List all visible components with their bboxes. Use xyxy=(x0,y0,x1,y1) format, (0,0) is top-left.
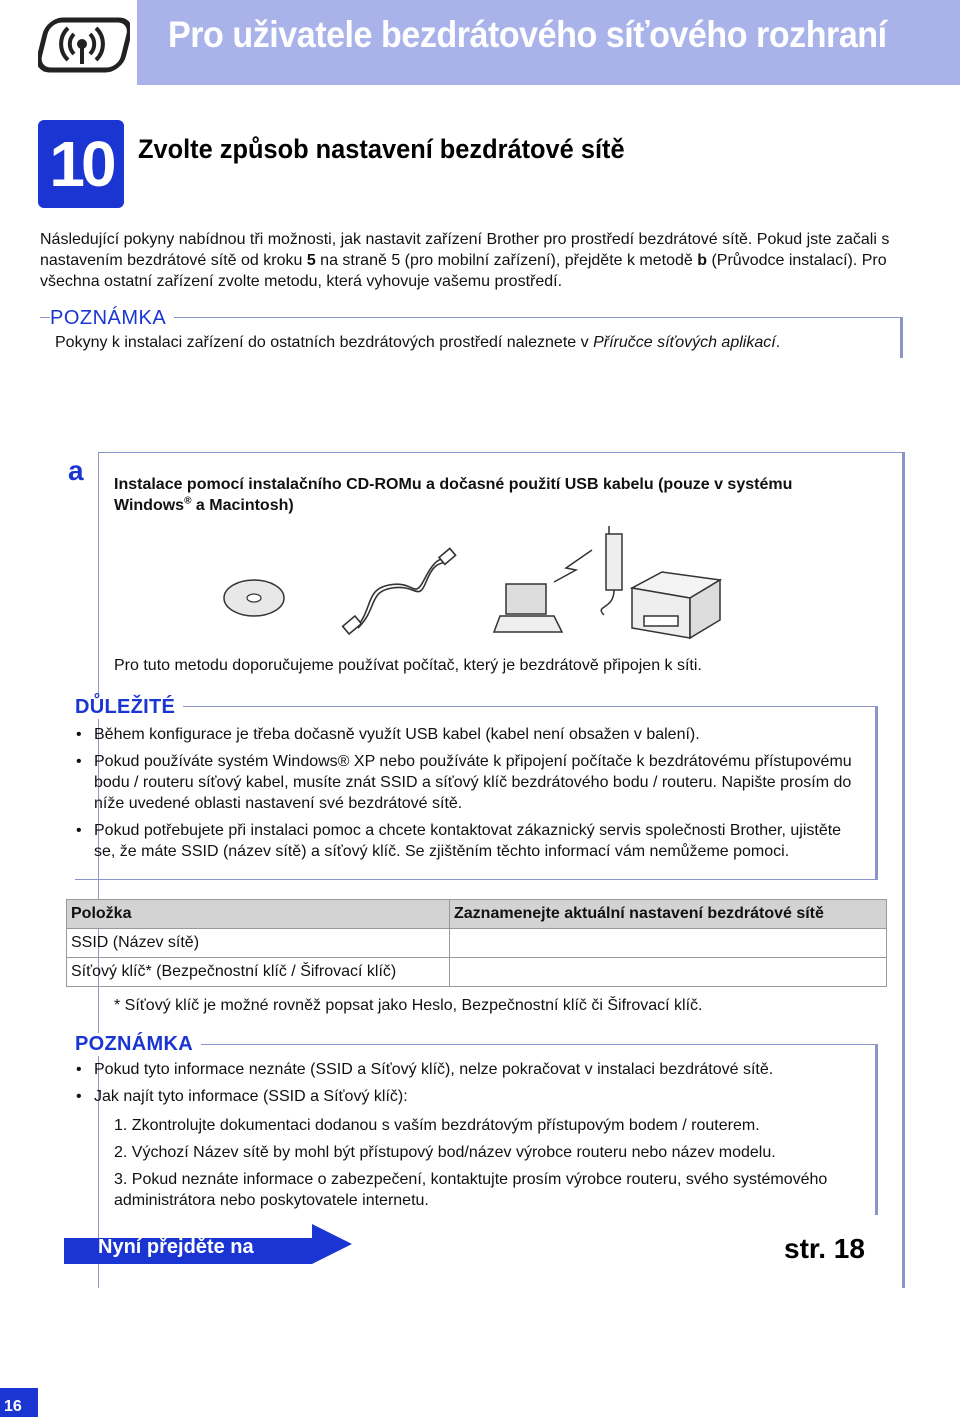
note-text: Pokyny k instalaci zařízení do ostatních bezdrátových prostředí naleznete v Příručce síťových aplikací. xyxy=(55,334,781,351)
page-number: 16 xyxy=(4,1398,22,1415)
table-cell[interactable] xyxy=(450,958,887,987)
wireless-signal-icon xyxy=(554,550,592,582)
next-step-label: Nyní přejděte na xyxy=(98,1236,254,1258)
table-row xyxy=(67,929,887,958)
list-item: • Jak najít tyto informace (SSID a Síťový klíč): xyxy=(76,1086,866,1107)
usb-cable-icon xyxy=(343,548,456,634)
intro-paragraph: Následující pokyny nabídnou tři možnosti, jak nastavit zařízení Brother pro prostředí bezdrátové sítě. Pokud jste začali s nastavením bezdrátové sítě od kroku 5 na straně 5 (pro mobilní zařízení), přejděte k metodě b (Průvodce instalací). Pro všechna ostatní zařízení zvolte metodu, která vyhovuje vašemu prostředí. xyxy=(40,231,890,290)
list-item: • Pokud potřebujete při instalaci pomoc a chcete kontaktovat zákaznický servis společnosti Brother, ujistěte se, že máte SSID (název sítě) a síťový klíč. Se zjištěním těchto informací vám nemůžeme pomoci. xyxy=(76,820,866,862)
table-header-row xyxy=(67,900,887,929)
method-recommendation: Pro tuto metodu doporučujeme používat počítač, který je bezdrátově připojen k síti. xyxy=(114,657,702,674)
numbered-list xyxy=(94,1115,864,1217)
table-cell[interactable] xyxy=(450,929,887,958)
access-point-icon xyxy=(601,526,622,615)
footnote: * Síťový klíč je možné rovněž popsat jako Heslo, Bezpečnostní klíč či Šifrovací klíč. xyxy=(114,997,703,1014)
table-header: Položka xyxy=(67,900,450,929)
page-header-title: Pro uživatele bezdrátového síťového rozhraní xyxy=(168,14,887,55)
note-list xyxy=(76,1059,866,1113)
list-item: 3. Pokud neznáte informace o zabezpečení, kontaktujte prosím výrobce routeru, svého systémového administrátora nebo poskytovatele internetu. xyxy=(114,1171,828,1209)
laptop-icon xyxy=(494,584,562,632)
list-item: • Během konfigurace je třeba dočasně využít USB kabel (kabel není obsažen v balení). xyxy=(76,724,866,745)
cd-rom-icon xyxy=(224,580,284,616)
method-a-title: Instalace pomocí instalačního CD-ROMu a dočasné použití USB kabelu (pouze v systému Windows® a Macintosh) xyxy=(114,476,793,514)
table-row xyxy=(67,958,887,987)
note-heading: POZNÁMKA xyxy=(50,307,174,330)
important-heading: DŮLEŽITÉ xyxy=(75,696,183,719)
note-heading: POZNÁMKA xyxy=(75,1033,201,1056)
table-header: Zaznamenejte aktuální nastavení bezdrátové sítě xyxy=(450,900,887,929)
list-item: • Pokud tyto informace neznáte (SSID a Síťový klíč), nelze pokračovat v instalaci bezdrátové sítě. xyxy=(76,1059,866,1080)
setup-illustration xyxy=(214,520,724,660)
list-item: 2. Výchozí Název sítě by mohl být přístupový bod/název výrobce routeru nebo název modelu. xyxy=(114,1144,776,1161)
printer-icon xyxy=(632,572,720,638)
next-page-link[interactable]: str. 18 xyxy=(784,1233,865,1264)
step-number-badge: 10 xyxy=(38,120,124,208)
list-item: • Pokud používáte systém Windows® XP nebo používáte k připojení počítače k bezdrátovému přístupovému bodu / routeru síťový kabel, musíte znát SSID a síťový klíč bezdrátového bodu / routeru. Napište prosím do níže uvedené oblasti nastavení své bezdrátové sítě. xyxy=(76,751,866,814)
list-item: 1. Zkontrolujte dokumentaci dodanou s vaším bezdrátovým přístupovým bodem / routerem. xyxy=(114,1117,760,1134)
table-cell: SSID (Název sítě) xyxy=(67,929,450,958)
wireless-icon xyxy=(38,14,130,74)
method-letter: a xyxy=(68,455,84,486)
important-list xyxy=(76,724,866,868)
settings-table xyxy=(66,899,887,987)
step-title: Zvolte způsob nastavení bezdrátové sítě xyxy=(138,134,625,164)
table-cell: Síťový klíč* (Bezpečnostní klíč / Šifrovací klíč) xyxy=(67,958,450,987)
